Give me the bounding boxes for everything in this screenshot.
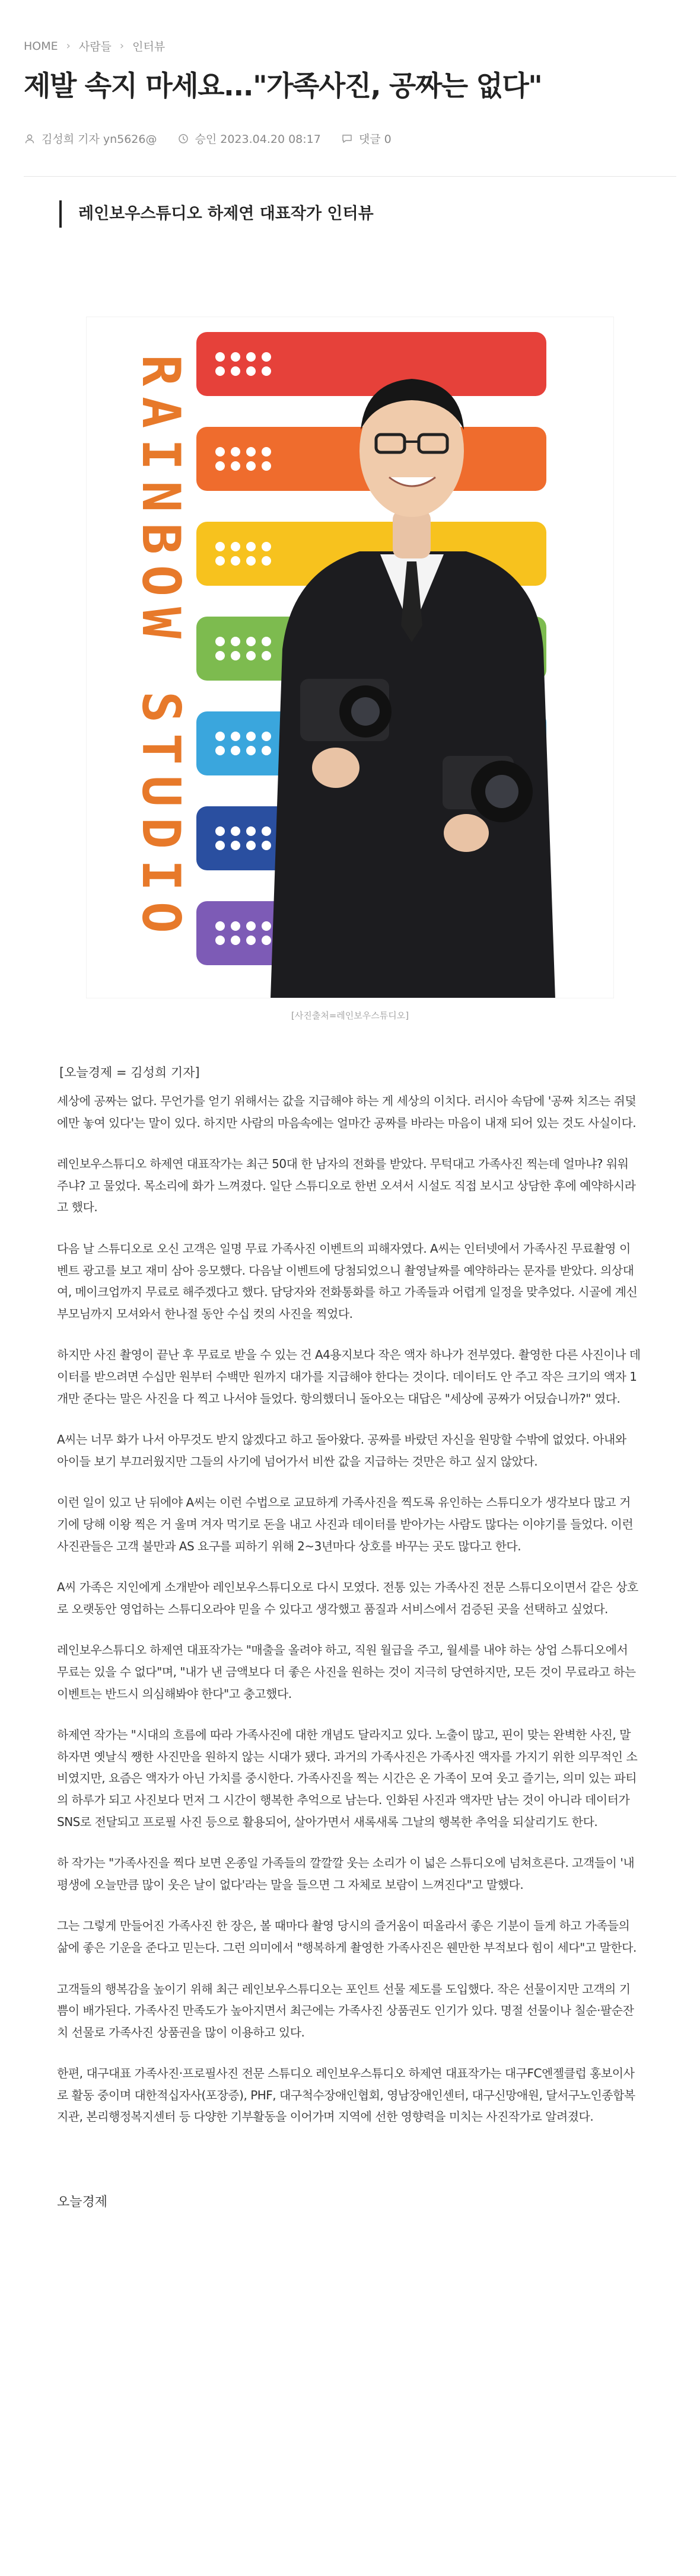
article-paragraph: A씨는 너무 화가 나서 아무것도 받지 않겠다고 하고 돌아왔다. 공짜를 바랐던 자신을 원망할 수밖에 없었다. 아내와 아이들 보기 부끄러웠지만 그들의 사기에 넘어가서 비싼 값을 지급하는 것만은 하고 싶지 않았다. [57,1432,626,1469]
stripe-dot [246,556,256,566]
stripe-dot [231,936,240,945]
stripe-dot [215,366,225,376]
stripe-dot [246,651,256,660]
approved-date [177,130,321,146]
user-icon [24,133,36,145]
stripe-dot [215,556,225,566]
stripe-dot [215,921,225,931]
stripe-dot [215,651,225,660]
stripe-dot [215,732,225,741]
stripe-dot [262,637,271,646]
stripe-dot [262,746,271,755]
article-title: 제발 속지 마세요..."가족사진, 공짜는 없다" [24,70,542,103]
article-body [57,1090,641,2128]
article-paragraph: 다음 날 스튜디오로 오신 고객은 일명 무료 가족사진 이벤트의 피해자였다. A씨는 인터넷에서 가족사진 무료촬영 이벤트 광고를 보고 재미 삼아 응모했다. 다음날 이벤트에 당첨되었으니 촬영날짜를 예약하라는 문자를 받았다. 의상대여, 메이크업까지 무료로 해주겠다고 했다. 담당자와 전화통화를 하고 가족들과 어렵게 일정을 맞추었다. 시골에 계신 부모님까지 모셔와서 한나절 동안 수십 컷의 사진을 찍었다. [57,1241,638,1321]
stripe-dot [246,826,256,836]
article-paragraph: 한편, 대구대표 가족사진·프로필사진 전문 스튜디오 레인보우스튜디오 하제연 대표작가는 대구FC엔젤클럽 홍보이사로 활동 중이며 대한적십자사(포장증), PHF, 대구척수장애인협회, 영남장애인센터, 대구신망애원, 달서구노인종합복지관, 본리행정복지센터 등 다양한 기부활동을 이어가며 지역에 선한 영향력을 미치는 사진작가로 알려졌다. [57,2066,635,2124]
article-photo [86,317,614,998]
article-paragraph: 이런 일이 있고 난 뒤에야 A씨는 이런 수법으로 교묘하게 가족사진을 찍도록 유인하는 스튜디오가 생각보다 많고 거기에 당해 이왕 찍은 거 울며 겨자 먹기로 돈을 내고 사진과 데이터를 받아가는 사람도 많다는 이야기를 들었다. 이런 사진관들은 고객 불만과 AS 요구를 피하기 위해 2~3년마다 상호를 바꾸는 곳도 많다고 한다. [57,1495,634,1553]
stripe-dot [231,921,240,931]
stripe-dot [246,637,256,646]
chevron-right-icon: › [66,40,71,52]
stripe-dot [262,732,271,741]
article-subtitle: 레인보우스튜디오 하제연 대표작가 인터뷰 [59,200,676,228]
article-paragraph: A씨 가족은 지인에게 소개받아 레인보우스튜디오로 다시 모였다. 전통 있는 가족사진 전문 스튜디오이면서 같은 상호로 오랫동안 영업하는 스튜디오라야 믿을 수 있다고 생각했고 품질과 서비스에서 검증된 곳을 선택하고 싶었다. [57,1580,638,1616]
article-paragraph: 하제연 작가는 "시대의 흐름에 따라 가족사진에 대한 개념도 달라지고 있다. 노출이 많고, 핀이 맞는 완벽한 사진, 말하자면 옛날식 쨍한 사진만을 원하지 않는 시대가 됐다. 과거의 가족사진은 가족사진 액자를 가지기 위한 의무적인 소비였지만, 요즘은 액자가 아닌 가치를 중시한다. 가족사진을 찍는 시간은 온 가족이 모여 웃고 즐기는, 의미 있는 파티의 하루가 되고 사진보다 먼저 그 시간이 행복한 추억으로 남는다. 인화된 사진과 액자만 남는 것이 아니라 데이터가 SNS로 전달되고 프로필 사진 등으로 활용되어, 살아가면서 새록새록 그날의 행복한 추억을 되살리기도 한다. [57,1728,638,1829]
photo-caption: [사진출처=레인보우스튜디오] [291,1010,409,1022]
article-paragraph: 하 작가는 "가족사진을 찍다 보면 온종일 가족들의 깔깔깔 웃는 소리가 이 넓은 스튜디오에 넘쳐흐른다. 고객들이 '내 평생에 오늘만큼 많이 웃은 날이 없다'라는 말을 들으면 그 자체로 보람이 느껴진다"고 말했다. [57,1856,635,1892]
stripe-dot [246,732,256,741]
stripe-dot [262,461,271,471]
stripe-dot [246,461,256,471]
article-meta [24,130,676,177]
stripe-dot [262,921,271,931]
stripe-dot [262,366,271,376]
color-stripe [196,332,546,396]
stripe-dot [246,366,256,376]
article-paragraph: 하지만 사진 촬영이 끝난 후 무료로 받을 수 있는 건 A4용지보다 작은 액자 하나가 전부였다. 촬영한 다른 사진이나 데이터를 받으려면 수십만 원부터 수백만 원까지 대가를 지급해야 한다는 것이다. 데이터도 안 주고 작은 크기의 액자 1개만 준다는 말은 사진을 다 찍고 나서야 들었다. 항의했더니 돌아오는 대답은 "세상에 공짜가 어딨습니까?" 였다. [57,1348,641,1406]
stripe-dot [231,637,240,646]
stripe-dot [262,352,271,362]
stripe-dot [215,936,225,945]
stripe-dot [215,826,225,836]
stripe-dot [262,556,271,566]
stripe-dot [231,352,240,362]
stripe-dot [246,746,256,755]
stripe-dot [215,352,225,362]
article-source: 오늘경제 [57,2195,108,2210]
comment-count-text: 댓글 0 [358,133,392,146]
article-paragraph: 그는 그렇게 만들어진 가족사진 한 장은, 볼 때마다 촬영 당시의 즐거움이 떠올라서 좋은 기분이 들게 하고 가족들의 삶에 좋은 기운을 준다고 믿는다. 그런 의미에서 "행복하게 촬영한 가족사진은 웬만한 부적보다 힘이 세다"고 말한다. [57,1919,637,1955]
article-paragraph: 고객들의 행복감을 높이기 위해 최근 레인보우스튜디오는 포인트 선물 제도를 도입했다. 작은 선물이지만 고객의 기쁨이 배가된다. 가족사진 만족도가 높아지면서 최근에는 가족사진 상품권도 인기가 있다. 명절 선물이나 칠순·팔순잔치 선물로 가족사진 상품권을 많이 이용하고 있다. [57,1981,634,2039]
breadcrumb [24,0,676,54]
clock-icon [177,133,189,145]
stripe-dot [246,921,256,931]
stripe-dot [231,746,240,755]
stripe-dot [215,746,225,755]
stripe-dot [215,461,225,471]
stripe-dot [231,732,240,741]
stripe-dot [215,447,225,457]
stripe-dot [215,841,225,850]
article-paragraph: 레인보우스튜디오 하제연 대표작가는 "매출을 올려야 하고, 직원 월급을 주고, 월세를 내야 하는 상업 스튜디오에서 무료는 있을 수 없다"며, "내가 낸 금액보다 더 좋은 사진을 원하는 것이 지극히 당연하지만, 모든 것이 무료라고 하는 이벤트는 반드시 의심해봐야 한다"고 충고했다. [57,1643,636,1701]
author-info[interactable] [24,130,157,146]
stripe-dot [231,542,240,551]
vertical-logo-text: RAINBOW STUDIO [131,355,192,944]
stripe-dot [262,542,271,551]
stripe-dot [231,366,240,376]
stripe-dot [262,447,271,457]
stripe-dot [262,651,271,660]
stripe-dot [246,542,256,551]
comment-count[interactable] [341,130,392,146]
stripe-dot [262,826,271,836]
byline: [오늘경제 = 김성희 기자] [59,1065,200,1080]
stripe-dot [231,461,240,471]
breadcrumb-people[interactable]: 사람들 [78,40,112,53]
stripe-dot [246,936,256,945]
chevron-right-icon: › [119,40,125,52]
stripe-dot [246,352,256,362]
stripe-dot [246,447,256,457]
stripe-dot [231,651,240,660]
stripe-dot [215,637,225,646]
breadcrumb-interview[interactable]: 인터뷰 [132,40,166,53]
author-name: 김성희 기자 yn5626@ [42,133,157,146]
comment-icon [341,133,353,145]
article-paragraph: 레인보우스튜디오 하제연 대표작가는 최근 50대 한 남자의 전화를 받았다. 무턱대고 가족사진 찍는데 얼마냐? 워워 주냐? 고 물었다. 목소리에 화가 느껴졌다. 일단 스튜디오로 한번 오셔서 시설도 직접 보시고 상담한 후에 예약하시라고 했다. [57,1157,636,1215]
stripe-dot [231,556,240,566]
stripe-dot [262,841,271,850]
article-figure [24,317,676,1022]
stripe-dot [262,936,271,945]
breadcrumb-home[interactable]: HOME [24,39,58,53]
stripe-dot [231,826,240,836]
article-paragraph: 세상에 공짜는 없다. 무언가를 얻기 위해서는 값을 지급해야 하는 게 세상의 이치다. 러시아 속담에 '공짜 치즈는 쥐덫에만 놓여 있다'는 말이 있다. 하지만 사람의 마음속에는 얼마간 공짜를 바라는 마음이 내재 되어 있는 것도 사실이다. [57,1094,637,1130]
photo-illustration [87,317,614,998]
stripe-dot [215,542,225,551]
stripe-dot [231,447,240,457]
stripe-dot [231,841,240,850]
approved-date-text: 승인 2023.04.20 08:17 [195,133,321,146]
stripe-dot [246,841,256,850]
